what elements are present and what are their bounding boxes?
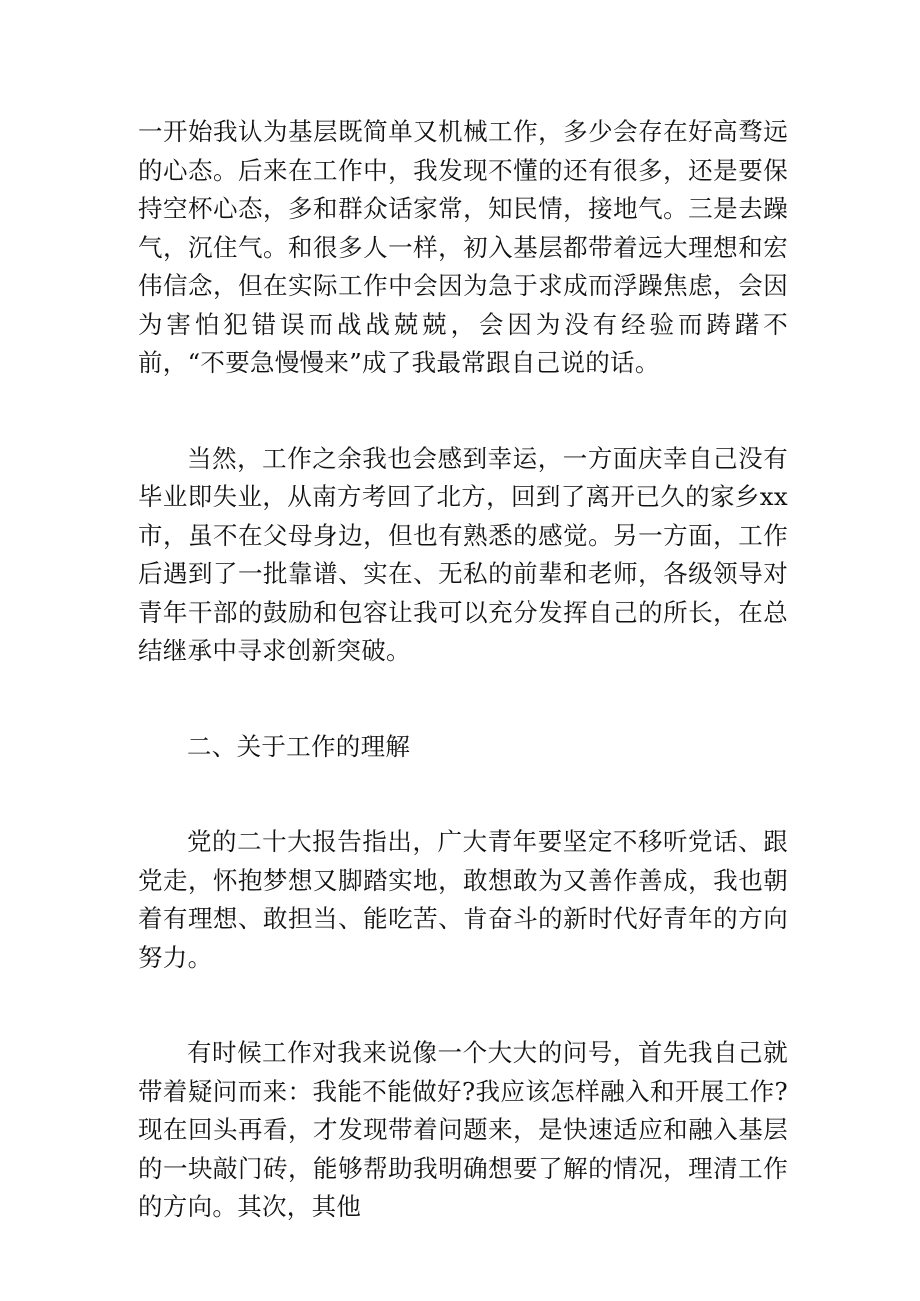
paragraph-gap bbox=[138, 977, 788, 1034]
paragraph-2: 当然，工作之余我也会感到幸运，一方面庆幸自己没有毕业即失业，从南方考回了北方，回到了离开已久的家乡xx市，虽不在父母身边，但也有熟悉的感觉。另一方面，工作后遇到了一批靠谱、实在、无私的前辈和老师，各级领导对青年干部的鼓励和包容让我可以充分发挥自己的所长，在总结继承中寻求创新突破。 bbox=[138, 443, 788, 665]
paragraph-3: 党的二十大报告指出，广大青年要坚定不移听党话、跟党走，怀抱梦想又脚踏实地，敢想敢为又善作善成，我也朝着有理想、敢担当、能吃苦、肯奋斗的新时代好青年的方向努力。 bbox=[138, 827, 788, 972]
document-body bbox=[138, 113, 788, 1227]
paragraph-gap bbox=[138, 766, 788, 823]
section-heading: 二、关于工作的理解 bbox=[187, 731, 411, 761]
paragraph-gap bbox=[138, 383, 788, 440]
paragraph-gap bbox=[138, 671, 788, 728]
paragraph-4: 有时候工作对我来说像一个大大的问号，首先我自己就带着疑问而来：我能不能做好?我应该怎样融入和开展工作?现在回头再看，才发现带着问题来，是快速适应和融入基层的一块敲门砖，能够帮助我明确想要了解的情况，理清工作的方向。其次，其他 bbox=[138, 1038, 788, 1221]
paragraph-1: 一开始我认为基层既简单又机械工作，多少会存在好高骛远的心态。后来在工作中，我发现不懂的还有很多，还是要保持空杯心态，多和群众话家常，知民情，接地气。三是去躁气，沉住气。和很多人一样，初入基层都带着远大理想和宏伟信念，但在实际工作中会因为急于求成而浮躁焦虑，会因为害怕犯错误而战战兢兢，会因为没有经验而踌躇不前，“不要急慢慢来”成了我最常跟自己说的话。 bbox=[138, 117, 788, 377]
